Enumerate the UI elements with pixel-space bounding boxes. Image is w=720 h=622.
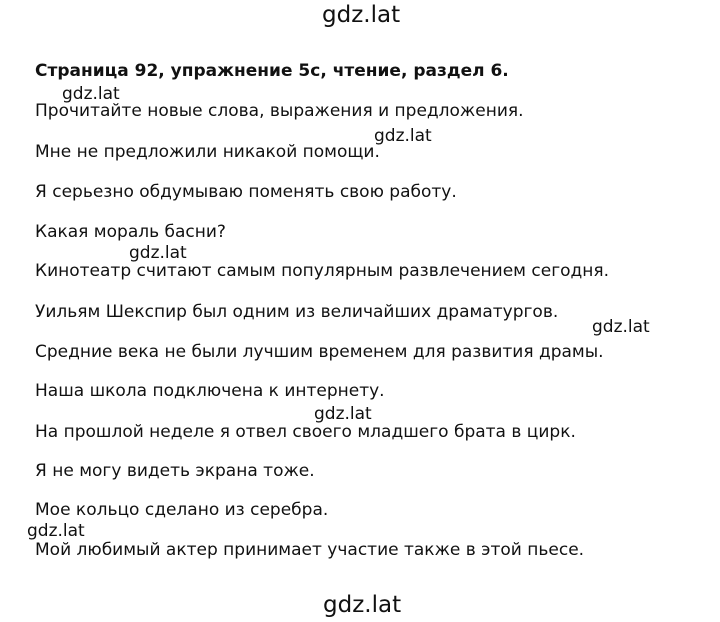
sentence-line: На прошлой неделе я отвел своего младшего брата в цирк. [35,422,576,442]
sentence-line: Прочитайте новые слова, выражения и предложения. [35,101,524,121]
page-heading: Страница 92, упражнение 5с, чтение, раздел 6. [35,61,509,81]
watermark-1: gdz.lat [62,84,120,104]
watermark-3: gdz.lat [129,243,187,263]
sentence-line: Я не могу видеть экрана тоже. [35,461,315,481]
watermark-5: gdz.lat [314,404,372,424]
sentence-line: Я серьезно обдумываю поменять свою работу. [35,182,457,202]
watermark-bottom: gdz.lat [323,592,402,618]
sentence-line: Наша школа подключена к интернету. [35,381,385,401]
watermark-2: gdz.lat [374,126,432,146]
watermark-6: gdz.lat [27,521,85,541]
sentence-line: Мой любимый актер принимает участие также в этой пьесе. [35,540,585,560]
watermark-top: gdz.lat [322,2,401,28]
watermark-4: gdz.lat [592,317,650,337]
sentence-line: Средние века не были лучшим временем для развития драмы. [35,342,604,362]
sentence-line: Какая мораль басни? [35,222,226,242]
sentence-line: Кинотеатр считают самым популярным развлечением сегодня. [35,261,610,281]
sentence-line: Мне не предложили никакой помощи. [35,142,380,162]
sentence-line: Мое кольцо сделано из серебра. [35,500,329,520]
sentence-line: Уильям Шекспир был одним из величайших драматургов. [35,302,559,322]
